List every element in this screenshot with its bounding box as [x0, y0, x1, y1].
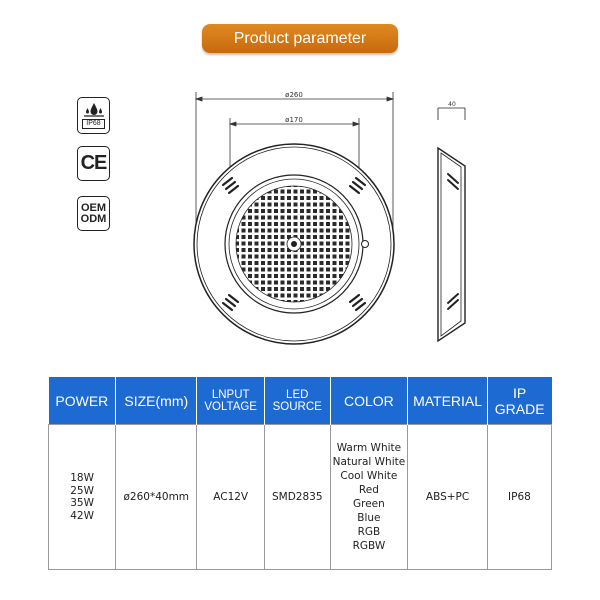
ip68-label: IP68 [82, 119, 104, 129]
product-parameter-banner: Product parameter [202, 24, 398, 53]
header-input-voltage [197, 377, 265, 425]
header-material: MATERIAL [408, 377, 488, 425]
header-color: COLOR [330, 377, 408, 425]
cell-color [330, 425, 408, 570]
header-voltage-line1: LNPUT [211, 388, 250, 401]
color-option: Green [353, 498, 385, 510]
light-front-view [194, 144, 394, 344]
odm-label: ODM [80, 212, 107, 225]
header-power: POWER [49, 377, 116, 425]
power-value: 18W [70, 472, 94, 484]
power-value: 35W [70, 497, 94, 509]
color-option: Blue [357, 512, 381, 524]
cell-size: ø260*40mm [116, 425, 197, 570]
color-option: RGB [357, 526, 381, 538]
color-option: Natural White [332, 456, 406, 468]
ce-mark: CE [80, 152, 107, 174]
header-ip-line2: GRADE [494, 400, 545, 417]
color-option: Warm White [336, 442, 402, 454]
specification-table [48, 377, 552, 570]
cell-voltage: AC12V [197, 425, 265, 570]
outer-diameter-label: ø260 [285, 91, 303, 99]
header-source-line2: SOURCE [272, 400, 322, 413]
color-option: RGBW [352, 540, 386, 552]
header-size: SIZE(mm) [116, 377, 197, 425]
header-voltage-line2: VOLTAGE [204, 400, 257, 413]
color-option: Cool White [340, 470, 398, 482]
inner-diameter-label: ø170 [285, 116, 303, 124]
cell-power [49, 425, 116, 570]
table-row [49, 425, 552, 570]
table-header-row [49, 377, 552, 425]
light-side-view [438, 108, 465, 341]
header-ip-line1: IP [513, 384, 527, 401]
cell-source: SMD2835 [264, 425, 330, 570]
color-option: Red [358, 484, 379, 496]
power-value: 25W [70, 484, 94, 497]
depth-label: 40 [448, 101, 456, 108]
header-source-line1: LED [286, 388, 309, 401]
power-value: 42W [70, 509, 94, 522]
header-ip-grade [487, 377, 551, 425]
cell-material: ABS+PC [408, 425, 488, 570]
header-led-source [264, 377, 330, 425]
cell-ip-grade: IP68 [487, 425, 551, 570]
oem-label: OEM [80, 201, 107, 214]
